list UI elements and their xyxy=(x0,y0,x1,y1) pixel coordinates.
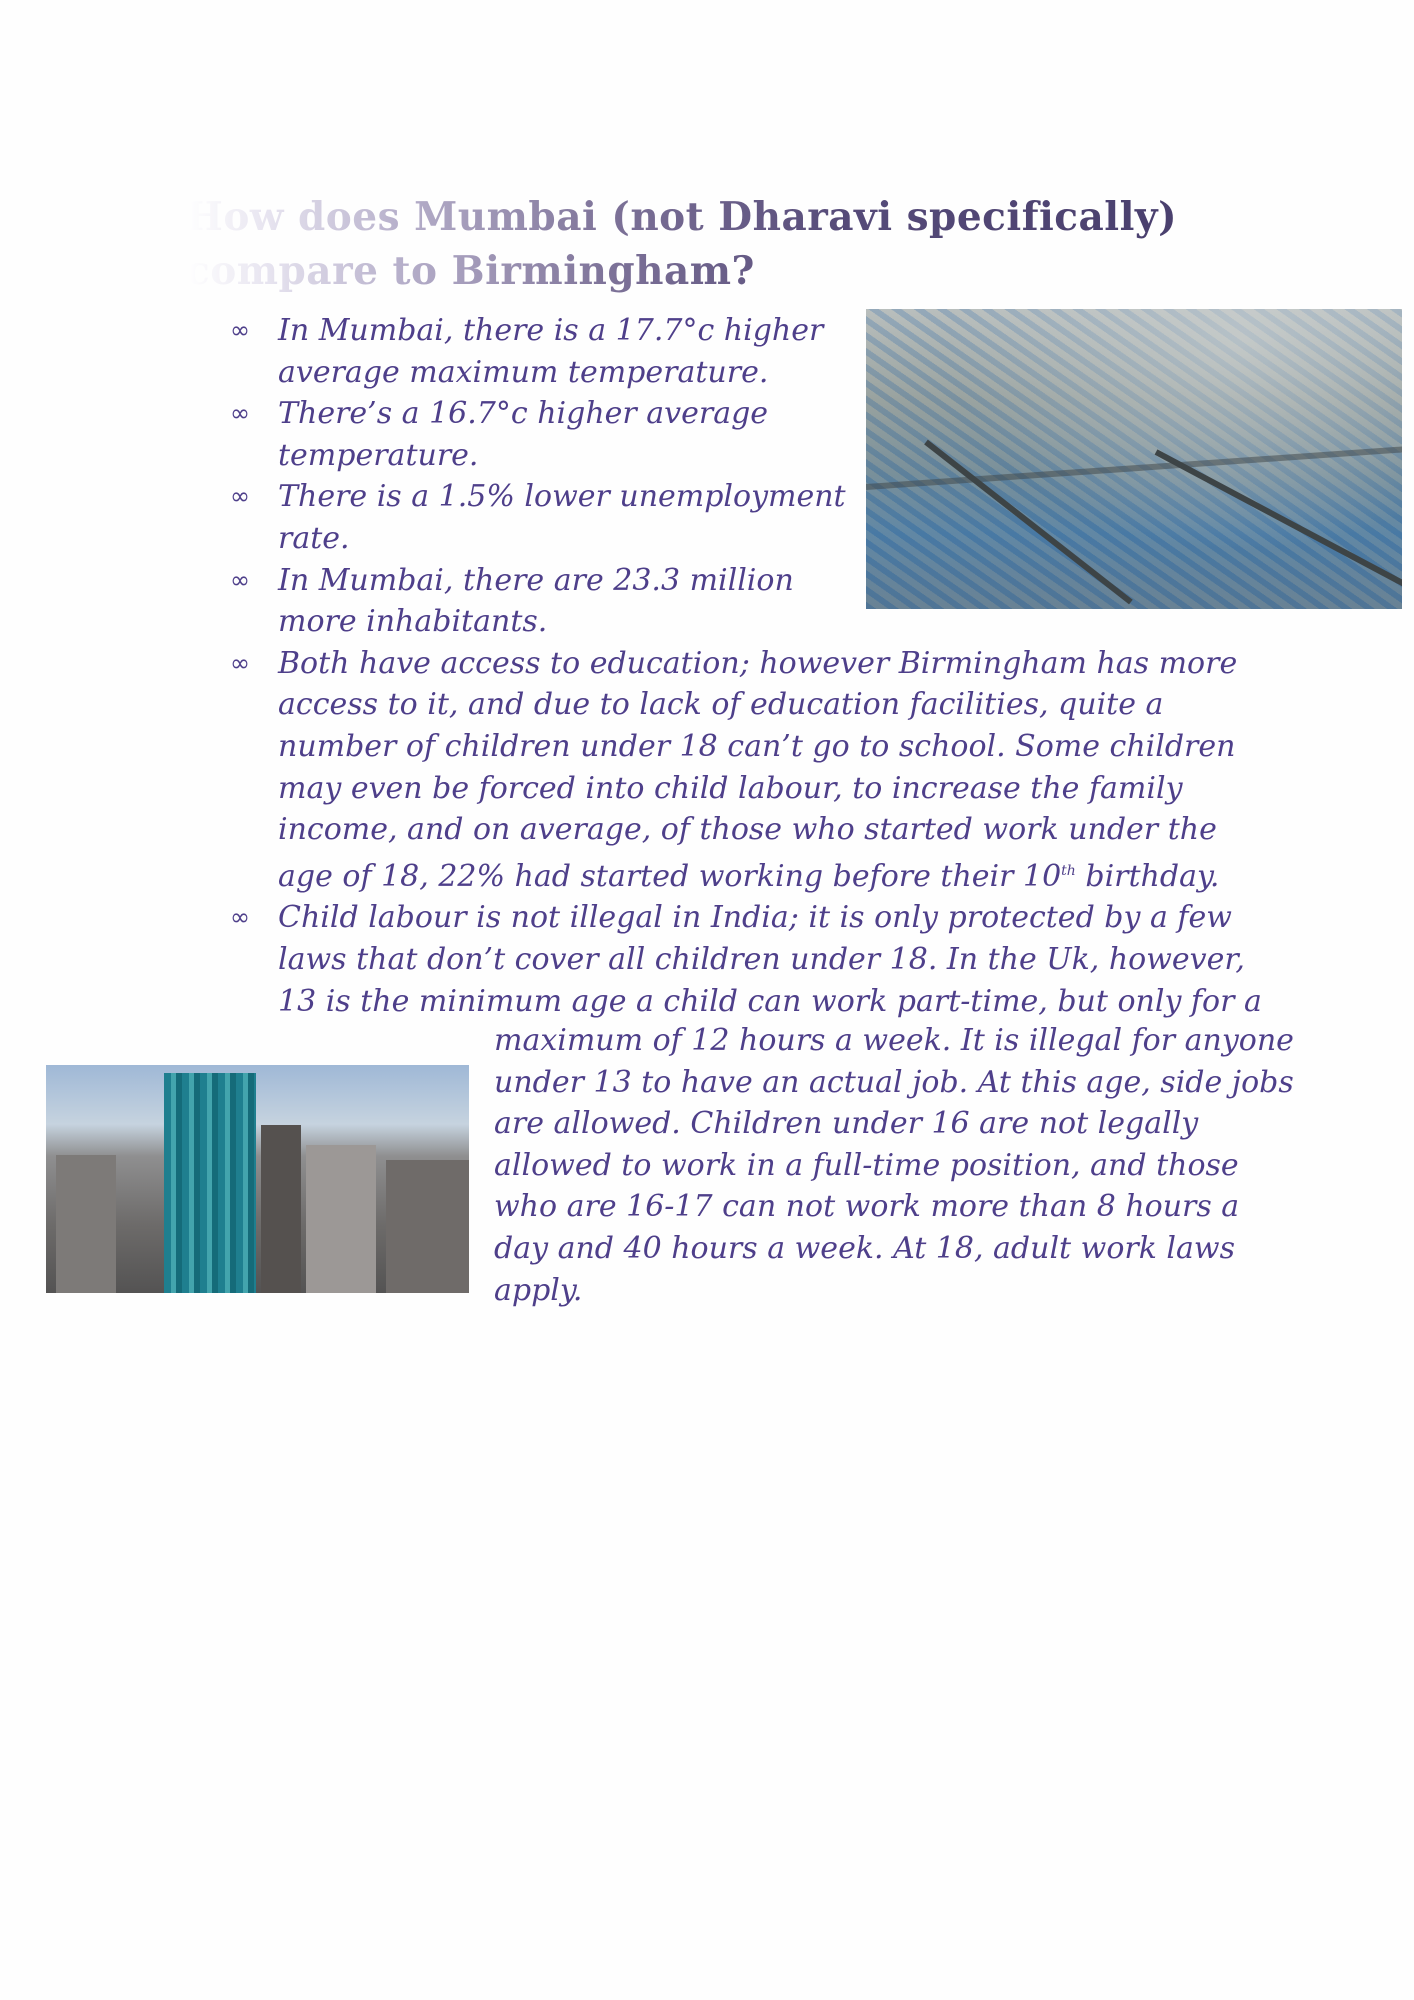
bullet-text: Child labour is not illegal in India; it is only protected by a few laws that don’t cover all children under 18. In the Uk, however, 13 is the minimum age a child can work part-time, but only for a xyxy=(278,900,1262,1019)
list-item xyxy=(230,393,858,476)
bullet-text: There is a 1.5% lower unemployment rate. xyxy=(278,479,846,556)
list-item xyxy=(230,310,858,393)
bullet-text-end: birthday. xyxy=(1075,858,1220,894)
page-title xyxy=(186,190,1246,298)
infinity-bullet-icon: ∞ xyxy=(230,482,250,511)
title-line-2: compare to Birmingham? xyxy=(186,248,755,294)
list-item xyxy=(230,476,858,559)
infinity-bullet-icon: ∞ xyxy=(230,565,250,594)
infinity-bullet-icon: ∞ xyxy=(230,903,250,932)
birmingham-aerial-photo xyxy=(46,1065,469,1293)
superscript-th: th xyxy=(1061,862,1076,879)
list-item xyxy=(230,643,1278,898)
comparison-list xyxy=(230,310,1280,1022)
bullet-text: There’s a 16.7°c higher average temperature. xyxy=(278,396,769,473)
bullet-text: Both have access to education; however Birmingham has more access to it, and due to lack of education facilities, quite a number of children under 18 can’t go to school. Some children may even be forced into child labour, to increase the family income, and on average, of those who started work under the age of 18, 22% had started working before their 10 xyxy=(278,645,1238,894)
bullet-text: In Mumbai, there are 23.3 million more inhabitants. xyxy=(278,562,794,640)
list-item xyxy=(230,897,1278,1022)
title-line-1: How does Mumbai (not Dharavi specifically) xyxy=(186,194,1178,240)
list-item xyxy=(230,560,858,643)
infinity-bullet-icon: ∞ xyxy=(230,316,250,344)
bullet-continuation: maximum of 12 hours a week. It is illegal for anyone under 13 to have an actual job. At this age, side jobs are allowed. Children under 16 are not legally allowed to work in a full-time position, and those who are 16-17 can not work more than 8 hours a day and 40 hours a week. At 18, adult work laws apply. xyxy=(494,1023,1294,1308)
infinity-bullet-icon: ∞ xyxy=(230,648,250,677)
bullet-text: In Mumbai, there is a 17.7°c higher average maximum temperature. xyxy=(278,313,824,390)
infinity-bullet-icon: ∞ xyxy=(230,399,250,428)
